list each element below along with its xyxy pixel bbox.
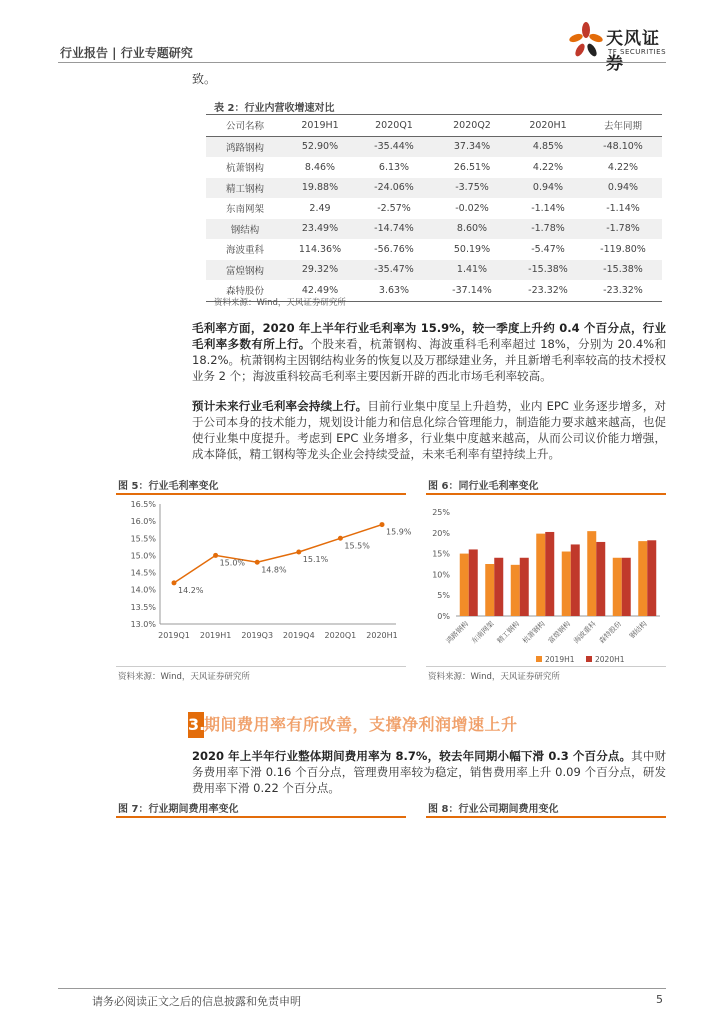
bar [511, 565, 520, 616]
bar [622, 558, 631, 616]
growth-value-cell: -1.78% [512, 219, 584, 240]
growth-value-cell: 0.94% [512, 178, 584, 199]
outlook-paragraph [192, 398, 666, 462]
company-name-cell: 海波重科 [225, 245, 264, 257]
company-name-cell: 钢结构 [206, 219, 284, 240]
growth-value-cell: -23.32% [584, 280, 662, 301]
growth-value-cell: -15.38% [584, 260, 662, 281]
expense-ratio-paragraph [192, 748, 666, 796]
report-category: 行业报告 | 行业专题研究 [60, 46, 193, 60]
y-tick-label: 14.5% [130, 568, 156, 578]
fig7-title: 图 7：行业期间费用率变化 [118, 804, 239, 815]
bar [562, 552, 571, 616]
industry-gross-margin-chart [116, 496, 412, 666]
outlook-body: 目前行业集中度呈上升趋势，业内 EPC 业务逐步增多，对于公司本身的技术能力，规划设计能力和信息化综合管理能力，制造能力要求越来越高，也促使行业集中度提升。考虑到 EPC 业务增多，行业集中度越来越高，从而公司议价能力增强，成本降低，精工钢构等龙头企业会持续受益，未来毛利率有望持续上升。 [192, 399, 667, 461]
growth-value-cell: -3.75% [432, 178, 512, 199]
table-header-cell: 2019H1 [284, 115, 356, 137]
intro-tail: 致。 [192, 72, 217, 86]
bar [520, 558, 529, 616]
growth-value-cell: 37.34% [432, 136, 512, 157]
bar [596, 542, 605, 616]
table-row [206, 136, 662, 157]
y-tick-label: 5% [437, 591, 450, 601]
footer-divider [58, 988, 666, 989]
growth-value-cell: 8.60% [432, 219, 512, 240]
growth-value-cell: 4.85% [512, 136, 584, 157]
growth-value-cell: -48.10% [584, 136, 662, 157]
x-tick-label: 森特股份 [597, 619, 624, 646]
section-3-heading [188, 712, 662, 738]
fig6-title: 图 6：同行业毛利率变化 [428, 481, 539, 492]
y-tick-label: 14.0% [130, 585, 156, 595]
y-tick-label: 0% [437, 612, 450, 621]
company-name-cell: 杭萧钢构 [225, 163, 264, 175]
table-row [206, 178, 662, 199]
table-header-cell: 公司名称 [206, 115, 284, 137]
growth-value-cell: 19.88% [284, 178, 356, 199]
y-tick-label: 25% [432, 508, 450, 517]
table-header-cell: 2020Q1 [356, 115, 432, 137]
growth-value-cell: -1.14% [606, 202, 640, 214]
y-tick-label: 15% [432, 549, 450, 559]
footer-disclaimer: 请务必阅读正文之后的信息披露和免责申明 [92, 995, 301, 1008]
brand-name-en: TF SECURITIES [608, 48, 667, 56]
table-row [206, 219, 662, 240]
company-name-cell: 精工钢构 [206, 178, 284, 199]
outlook-lead: 预计未来行业毛利率会持续上行。 [192, 399, 368, 413]
y-tick-label: 16.5% [130, 500, 156, 509]
growth-value-cell: -15.38% [512, 260, 584, 281]
legend-swatch [586, 656, 592, 662]
fig6-bottom-rule [426, 666, 666, 667]
table-row [206, 260, 662, 281]
bar [460, 554, 469, 616]
bar [485, 564, 494, 616]
data-point [172, 580, 177, 585]
growth-value-cell: 6.13% [378, 161, 410, 173]
data-point [255, 560, 260, 565]
data-label: 14.8% [261, 565, 287, 575]
growth-value-cell: 4.22% [607, 161, 639, 173]
data-label: 15.0% [219, 558, 246, 568]
data-label: 15.9% [386, 527, 412, 537]
growth-value-cell: 23.49% [284, 219, 356, 240]
data-label: 15.1% [302, 555, 329, 564]
growth-value-cell: -119.80% [600, 243, 646, 255]
bar [587, 531, 596, 616]
data-point [338, 536, 343, 541]
section-title: 期间费用率有所改善，支撑净利润增速上升 [204, 715, 518, 734]
growth-value-cell: 4.22% [532, 161, 564, 173]
bar [536, 534, 545, 616]
y-tick-label: 16.0% [130, 517, 156, 527]
company-name-cell: 富煌钢构 [206, 260, 284, 281]
fig8-top-rule [426, 816, 666, 818]
growth-value-cell: -24.06% [356, 178, 432, 199]
table-header-cell: 2020Q2 [432, 115, 512, 137]
bar [638, 541, 647, 616]
gross-margin-paragraph [192, 320, 666, 384]
growth-value-cell: 3.63% [356, 280, 432, 301]
growth-value-cell: 52.90% [284, 136, 356, 157]
growth-value-cell: -1.78% [584, 219, 662, 240]
growth-value-cell: 8.46% [304, 161, 336, 173]
table-row [206, 157, 662, 178]
table-header-row [206, 115, 662, 137]
x-tick-label: 东南网架 [470, 619, 496, 646]
y-tick-label: 13.5% [130, 602, 156, 612]
bar [647, 540, 656, 616]
bar [545, 532, 554, 616]
table-row [206, 239, 662, 260]
fig6-source: 资料来源：Wind，天风证券研究所 [428, 672, 560, 682]
data-point [296, 550, 301, 555]
table-header-cell: 2020H1 [512, 115, 584, 137]
brand-name-cn: 天风证券 [606, 29, 660, 74]
growth-value-cell: 2.49 [309, 202, 331, 214]
expense-ratio-lead: 2020 年上半年行业整体期间费用率为 8.7%，较去年同期小幅下滑 0.3 个百分点。 [192, 749, 632, 763]
x-tick-label: 鸿路钢构 [444, 619, 471, 646]
growth-value-cell: -5.47% [531, 243, 565, 255]
x-tick-label: 2019Q1 [158, 631, 190, 640]
expense-ratio-body: 其中财务费用率下滑 0.16 个百分点，管理费用率较为稳定，销售费用率上升 0.09 个百分点，研发费用率下滑 0.22 个百分点。 [192, 749, 666, 795]
x-tick-label: 杭萧钢构 [521, 619, 547, 646]
fig6-top-rule [426, 493, 666, 495]
x-tick-label: 精工钢构 [495, 619, 522, 646]
fig5-bottom-rule [116, 666, 406, 667]
x-tick-label: 2020Q1 [324, 631, 357, 640]
gross-margin-body: 个股来看，杭萧钢构、海波重科毛利率超过 18%，分别为 20.4%和 18.2%。杭萧钢构主因钢结构业务的恢复以及万郡绿建业务，并且新增毛利率较高的技术授权业务 2 个；海波重科较高毛利率主要因新开辟的西北市场毛利率较高。 [192, 337, 667, 383]
growth-value-cell: 1.41% [432, 260, 512, 281]
growth-value-cell: -37.14% [432, 280, 512, 301]
peer-gross-margin-chart [426, 496, 666, 666]
revenue-growth-table [206, 114, 662, 302]
growth-value-cell: 26.51% [453, 161, 491, 173]
flower-logo-icon [566, 20, 606, 60]
legend-label: 2020H1 [595, 655, 625, 664]
data-label: 15.5% [344, 541, 370, 551]
fig5-top-rule [116, 493, 406, 495]
growth-value-cell: -56.76% [374, 243, 414, 255]
growth-value-cell: 42.49% [284, 280, 356, 301]
y-tick-label: 13.0% [130, 620, 156, 629]
growth-value-cell: -1.14% [531, 202, 565, 214]
x-tick-label: 富煌钢构 [546, 619, 573, 646]
legend-swatch [536, 656, 542, 662]
growth-value-cell: 114.36% [298, 243, 342, 255]
x-tick-label: 钢结构 [628, 619, 649, 641]
table-row [206, 198, 662, 219]
y-tick-label: 15.5% [130, 534, 156, 544]
x-tick-label: 2019Q4 [282, 631, 315, 640]
x-tick-label: 海波重科 [572, 619, 598, 646]
header-divider [58, 62, 666, 63]
data-point [380, 522, 385, 527]
gross-margin-lead: 毛利率方面，2020 年上半年行业毛利率为 15.9%，较一季度上升约 0.4 个百分点，行业毛利率多数有所上行。 [192, 321, 666, 351]
data-label: 14.2% [178, 585, 204, 595]
company-name-cell: 森特股份 [206, 280, 284, 301]
fig5-source: 资料来源：Wind，天风证券研究所 [118, 672, 250, 682]
table-header-cell: 去年同期 [584, 115, 662, 137]
fig7-top-rule [116, 816, 406, 818]
growth-value-cell: -14.74% [356, 219, 432, 240]
growth-value-cell: -35.47% [356, 260, 432, 281]
x-tick-label: 2019H1 [199, 631, 232, 640]
growth-value-cell: -35.44% [356, 136, 432, 157]
fig8-title: 图 8：行业公司期间费用变化 [428, 804, 559, 815]
page-number: 5 [656, 993, 663, 1006]
bar [571, 544, 580, 616]
bar [494, 558, 503, 616]
y-tick-label: 20% [432, 528, 450, 538]
growth-value-cell: 29.32% [284, 260, 356, 281]
bar [469, 549, 478, 616]
y-tick-label: 10% [432, 570, 450, 580]
fig5-title: 图 5：行业毛利率变化 [118, 481, 219, 492]
section-number: 3. [188, 712, 204, 738]
bar [613, 558, 622, 616]
growth-value-cell: -23.32% [512, 280, 584, 301]
x-tick-label: 2019Q3 [241, 631, 274, 640]
table-source: 资料来源：Wind，天风证券研究所 [214, 298, 346, 308]
x-tick-label: 2020H1 [366, 631, 398, 640]
growth-value-cell: 0.94% [584, 178, 662, 199]
growth-value-cell: 50.19% [453, 243, 491, 255]
growth-value-cell: -2.57% [377, 202, 411, 214]
legend-label: 2019H1 [545, 655, 575, 664]
company-name-cell: 鸿路钢构 [206, 136, 284, 157]
growth-value-cell: -0.02% [455, 202, 489, 214]
y-tick-label: 15.0% [130, 551, 156, 561]
data-point [213, 553, 218, 558]
company-name-cell: 东南网架 [225, 204, 264, 216]
brand-logo [566, 20, 676, 74]
table-caption: 表 2：行业内营收增速对比 [214, 103, 335, 114]
